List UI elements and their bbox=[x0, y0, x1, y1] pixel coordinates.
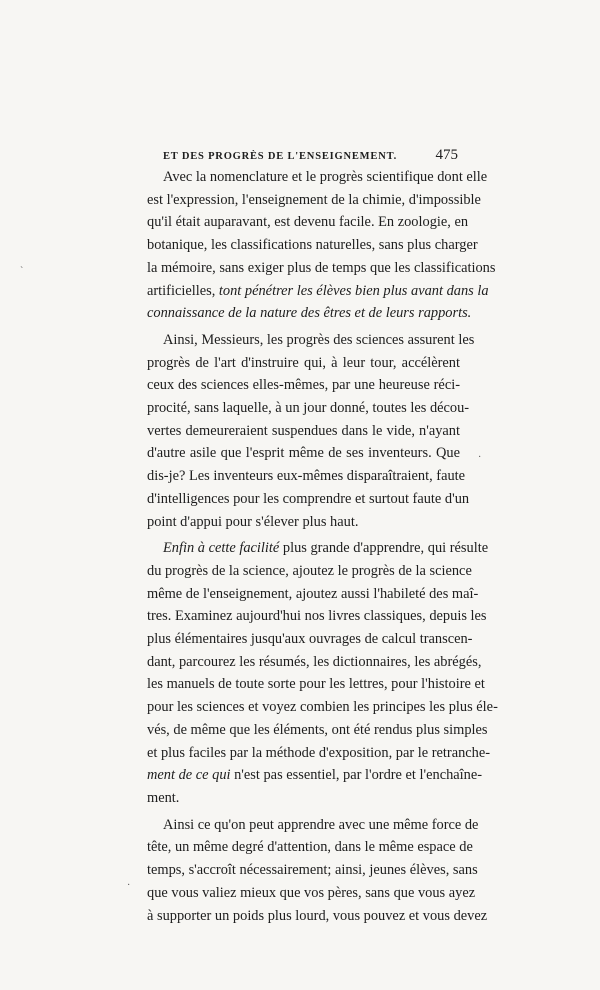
text-line: Ainsi ce qu'on peut apprendre avec une même force de bbox=[163, 816, 479, 833]
text-line: vés, de même que les éléments, ont été rendus plus simples bbox=[147, 721, 488, 738]
page-number: 475 bbox=[435, 147, 458, 163]
text-line: artificielles, tont pénétrer les élèves bien plus avant dans la bbox=[147, 282, 489, 299]
text-line: et plus faciles par la méthode d'exposition, par le retranche- bbox=[147, 744, 491, 761]
scan-speck: ˋ bbox=[20, 266, 24, 277]
text-line: ceux des sciences elles-mêmes, par une heureuse réci- bbox=[147, 377, 460, 394]
text-line: dant, parcourez les résumés, les dictionnaires, les abrégés, bbox=[147, 653, 482, 670]
text-line: Enfin à cette facilité plus grande d'apprendre, qui résulte bbox=[163, 540, 489, 557]
text-line: ment. bbox=[147, 789, 180, 806]
paragraph-2 bbox=[147, 329, 475, 533]
text-line: plus élémentaires jusqu'aux ouvrages de calcul transcen- bbox=[147, 631, 473, 648]
running-head: ET DES PROGRÈS DE L'ENSEIGNEMENT. bbox=[163, 151, 398, 162]
text-line: dis-je? Les inventeurs eux-mêmes disparaîtraient, faute bbox=[147, 468, 466, 485]
text-line: Ainsi, Messieurs, les progrès des sciences assurent les bbox=[163, 331, 475, 348]
text-line: les manuels de toute sorte pour les lettres, pour l'histoire et bbox=[147, 676, 485, 693]
text-line: du progrès de la science, ajoutez le progrès de la science bbox=[147, 562, 472, 579]
text-line: progrès de l'art d'instruire qui, à leur tour, accélèrent bbox=[147, 354, 460, 371]
scan-speck: · bbox=[127, 880, 131, 891]
paragraph-1 bbox=[147, 166, 496, 325]
text-line: botanique, les classifications naturelles, sans plus charger bbox=[147, 237, 478, 254]
text-line: procité, sans laquelle, à un jour donné, toutes les décou- bbox=[147, 400, 470, 417]
text-line: temps, s'accroît nécessairement; ainsi, jeunes élèves, sans bbox=[147, 862, 478, 879]
text-line: ment de ce qui n'est pas essentiel, par l'ordre et l'enchaîne- bbox=[147, 767, 483, 784]
text-line: d'intelligences pour les comprendre et surtout faute d'un bbox=[147, 490, 470, 507]
text-line: la mémoire, sans exiger plus de temps que les classifications bbox=[147, 259, 496, 276]
text-line: tête, un même degré d'attention, dans le même espace de bbox=[147, 839, 473, 856]
text-line: point d'appui pour s'élever plus haut. bbox=[147, 513, 359, 530]
text-line: vertes demeureraient suspendues dans le vide, n'ayant bbox=[147, 422, 460, 439]
text-line: Avec la nomenclature et le progrès scientifique dont elle bbox=[163, 169, 488, 185]
page-body bbox=[147, 166, 498, 927]
paragraph-4 bbox=[147, 814, 488, 928]
page-header bbox=[163, 147, 458, 164]
text-line: même de l'enseignement, ajoutez aussi l'habileté des maî- bbox=[147, 585, 479, 602]
scan-speck: · bbox=[478, 452, 482, 463]
text-line: d'autre asile que l'esprit même de ses inventeurs. Que bbox=[147, 445, 460, 462]
text-line: pour les sciences et voyez combien les principes les plus éle- bbox=[147, 699, 498, 716]
text-line: connaissance de la nature des êtres et de leurs rapports. bbox=[147, 305, 472, 322]
text-line: qu'il était auparavant, est devenu facile. En zoologie, en bbox=[147, 214, 469, 231]
text-line: à supporter un poids plus lourd, vous pouvez et vous devez bbox=[147, 907, 488, 924]
text-line: est l'expression, l'enseignement de la chimie, d'impossible bbox=[147, 191, 481, 208]
paragraph-3 bbox=[147, 537, 498, 809]
text-line: que vous valiez mieux que vos pères, sans que vous ayez bbox=[147, 884, 476, 901]
text-line: tres. Examinez aujourd'hui nos livres classiques, depuis les bbox=[147, 608, 487, 625]
